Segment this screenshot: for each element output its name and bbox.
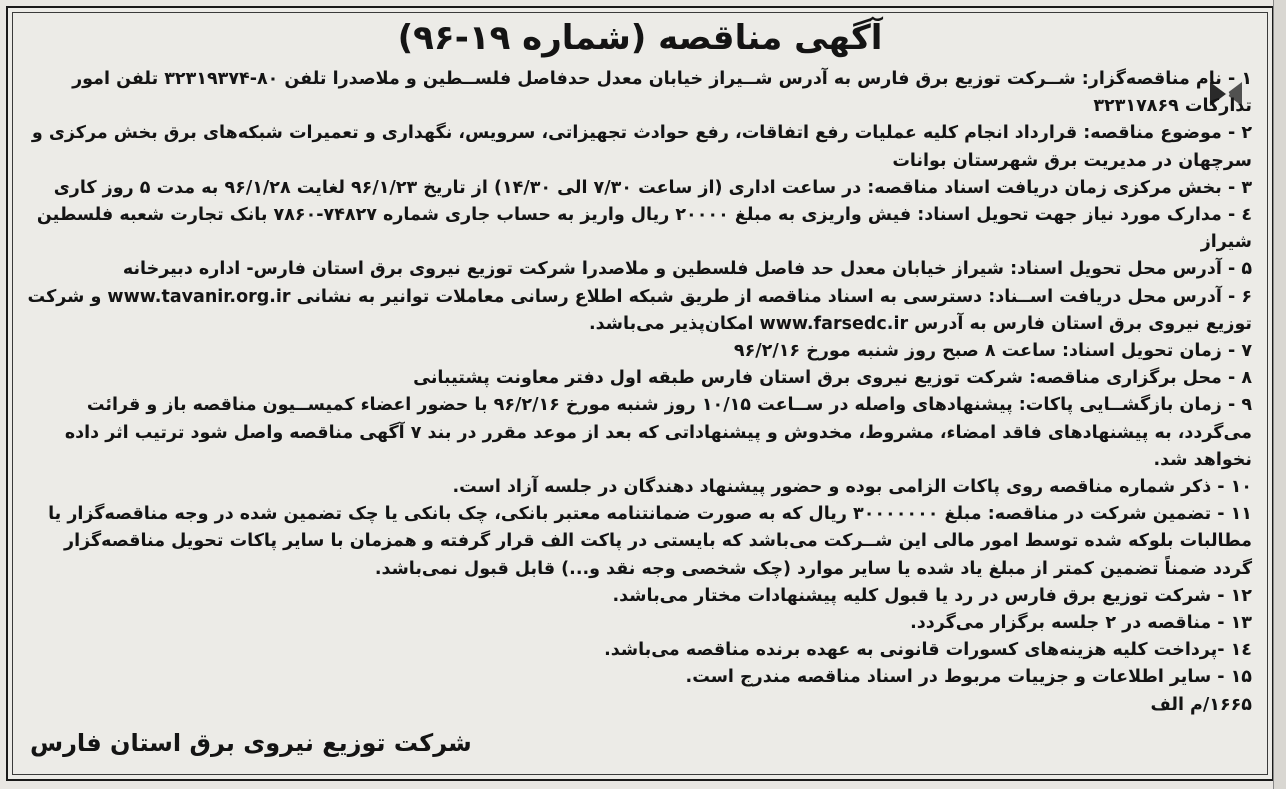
- page-edge: [1273, 0, 1286, 789]
- notice-item-1: ۱ - نام مناقصه‌گزار: شــرکت توزیع برق فارس به آدرس شــیراز خیابان معدل حدفاصل فلســطین و ملاصدرا تلفن ۸۰-۳۲۳۱۹۳۷۴ تلفن امور تدارکات ۳۲۳۱۷۸۶۹: [72, 69, 1252, 117]
- notice-frame: [6, 6, 1274, 781]
- notice-item-8: ۸ - محل برگزاری مناقصه: شرکت توزیع نیروی برق استان فارس طبقه اول دفتر معاونت پشتیبانی: [413, 368, 1252, 389]
- notice-item-10: ۱۰ - ذکر شماره مناقصه روی پاکات الزامی بوده و حضور پیشنهاد دهندگان در جلسه آزاد است.: [452, 477, 1252, 498]
- notice-item-14: ۱٤ -پرداخت کلیه هزینه‌های کسورات قانونی به عهده برنده مناقصه می‌باشد.: [604, 640, 1252, 661]
- notice-item-6: ۶ - آدرس محل دریافت اســناد: دسترسی به اسناد مناقصه از طریق شبکه اطلاع رسانی معاملات توانیر به نشانی www.tavanir.org.ir و شرکت توزیع نیروی برق استان فارس به آدرس www.farsedc.ir امکان‌پذیر می‌باشد.: [27, 286, 1252, 334]
- notice-item-11: ۱۱ - تضمین شرکت در مناقصه: مبلغ ۳۰۰۰۰۰۰۰ ریال که به صورت ضمانتنامه معتبر بانکی، چک بانکی یا چک تضمین شده در وجه مناقصه‌گزار یا مطالبات بلوکه شده توسط امور مالی این شــرکت می‌باشد که بایستی در پاکت الف قرار گرفته و همزمان با سایر پاکات تحویل مناقصه‌گزار گردد ضمناً تضمین کمتر از مبلغ یاد شده یا سایر موارد (چک شخصی وجه نقد و...) قابل قبول نمی‌باشد.: [48, 504, 1252, 579]
- notice-item-3: ۳ - بخش مرکزی زمان دریافت اسناد مناقصه: در ساعت اداری (از ساعت ۷/۳۰ الی ۱۴/۳۰) از تاریخ ۹۶/۱/۲۳ لغایت ۹۶/۱/۲۸ به مدت ۵ روز کاری: [53, 177, 1252, 198]
- notice-item-2: ۲ - موضوع مناقصه: قرارداد انجام کلیه عملیات رفع اتفاقات، رفع حوادث تجهیزاتی، سرویس، نگهداری و تعمیرات شبکه‌های برق بخش مرکزی و سرچهان در مدیریت برق شهرستان بوانات: [31, 123, 1252, 171]
- notice-title: آگهی مناقصه (شماره ۱۹-۹۶): [397, 18, 883, 58]
- notice-ref-code: ۱۶۶۵/م الف: [1150, 694, 1252, 715]
- notice-item-7: ۷ - زمان تحویل اسناد: ساعت ۸ صبح روز شنبه مورخ ۹۶/۲/۱۶: [733, 341, 1252, 362]
- notice-body: [22, 66, 1252, 719]
- notice-signature: شرکت توزیع نیروی برق استان فارس: [30, 729, 472, 757]
- notice-item-15: ۱۵ - سایر اطلاعات و جزییات مربوط در اسناد مناقصه مندرج است.: [685, 667, 1252, 688]
- notice-item-4: ٤ - مدارک مورد نیاز جهت تحویل اسناد: فیش واریزی به مبلغ ۲۰۰۰۰ ریال واریز به حساب جاری شماره ۷۴۸۲۷-۷۸۶۰ بانک تجارت شعبه فلسطین شیراز: [36, 205, 1252, 253]
- notice-item-5: ۵ - آدرس محل تحویل اسناد: شیراز خیابان معدل حد فاصل فلسطین و ملاصدرا شرکت توزیع نیروی برق استان فارس- اداره دبیرخانه: [122, 259, 1252, 280]
- notice-item-13: ۱۳ - مناقصه در ۲ جلسه برگزار می‌گردد.: [910, 613, 1252, 634]
- notice-item-12: ۱۲ - شرکت توزیع برق فارس در رد یا قبول کلیه پیشنهادات مختار می‌باشد.: [612, 585, 1252, 606]
- notice-item-9: ۹ - زمان بازگشــایی پاکات: پیشنهادهای واصله در ســاعت ۱۰/۱۵ روز شنبه مورخ ۹۶/۲/۱۶ با حضور اعضاء کمیســیون مناقصه باز و قرائت می‌گردد، به پیشنهادهای فاقد امضاء، مشروط، مخدوش و پیشنهاداتی که بعد از موعد مقرر در بند ۷ آگهی مناقصه واصل شود ترتیب اثر داده نخواهد شد.: [64, 395, 1252, 470]
